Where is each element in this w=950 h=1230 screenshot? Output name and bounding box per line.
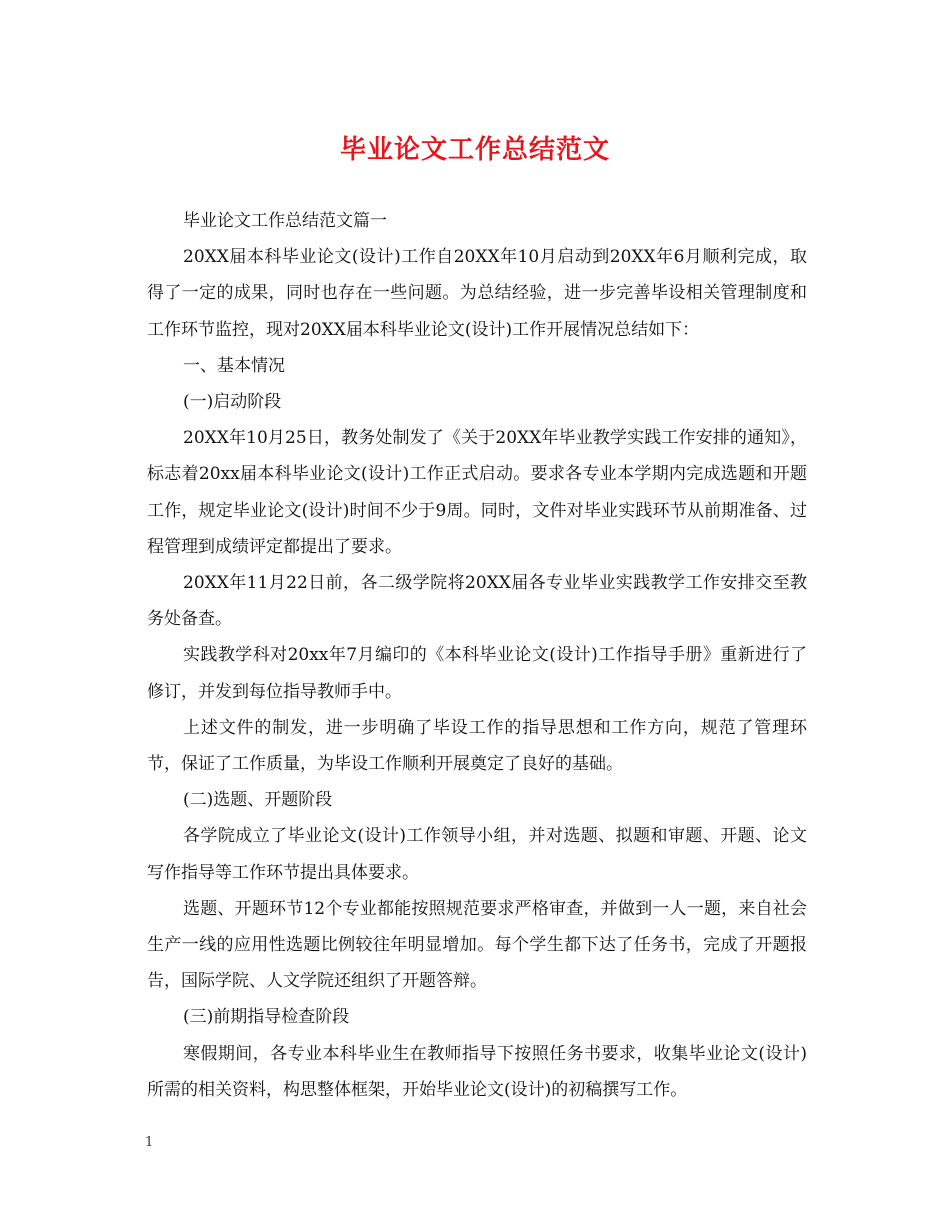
page-number: 1 [145, 1135, 154, 1150]
paragraph: 20XX年11月22日前，各二级学院将20XX届各专业毕业实践教学工作安排交至教务处备查。 [147, 573, 807, 630]
subsection-heading: (二)选题、开题阶段 [183, 790, 333, 811]
paragraph: 寒假期间，各专业本科毕业生在教师指导下按照任务书要求，收集毕业论文(设计)所需的相关资料，构思整体框架，开始毕业论文(设计)的初稿撰写工作。 [147, 1043, 807, 1100]
paragraph: 20XX届本科毕业论文(设计)工作自20XX年10月启动到20XX年6月顺利完成，取得了一定的成果，同时也存在一些问题。为总结经验，进一步完善毕设相关管理制度和工作环节监控，现对20XX届本科毕业论文(设计)工作开展情况总结如下： [147, 247, 807, 340]
document-title: 毕业论文工作总结范文 [339, 135, 610, 165]
paragraph: 实践教学科对20xx年7月编印的《本科毕业论文(设计)工作指导手册》重新进行了修订，并发到每位指导教师手中。 [147, 645, 807, 702]
subsection-heading: (三)前期指导检查阶段 [183, 1007, 350, 1028]
paragraph: 选题、开题环节12个专业都能按照规范要求严格审查，并做到一人一题，来自社会生产一线的应用性选题比例较往年明显增加。每个学生都下达了任务书，完成了开题报告，国际学院、人文学院还组织了开题答辩。 [147, 898, 807, 992]
paragraph: 20XX年10月25日，教务处制发了《关于20XX年毕业教学实践工作安排的通知》，标志着20xx届本科毕业论文(设计)工作正式启动。要求各专业本学期内完成选题和开题工作，规定毕业论文(设计)时间不少于9周。同时，文件对毕业实践环节从前期准备、过程管理到成绩评定都提出了要求。 [147, 428, 807, 557]
paragraph: 上述文件的制发，进一步明确了毕设工作的指导思想和工作方向，规范了管理环节，保证了工作质量，为毕设工作顺利开展奠定了良好的基础。 [147, 717, 807, 775]
subsection-heading: (一)启动阶段 [183, 392, 282, 413]
document-body [147, 203, 807, 1108]
paragraph: 毕业论文工作总结范文篇一 [183, 211, 387, 231]
section-heading: 一、基本情况 [183, 355, 285, 376]
paragraph: 各学院成立了毕业论文(设计)工作领导小组，并对选题、拟题和审题、开题、论文写作指导等工作环节提出具体要求。 [147, 826, 807, 883]
